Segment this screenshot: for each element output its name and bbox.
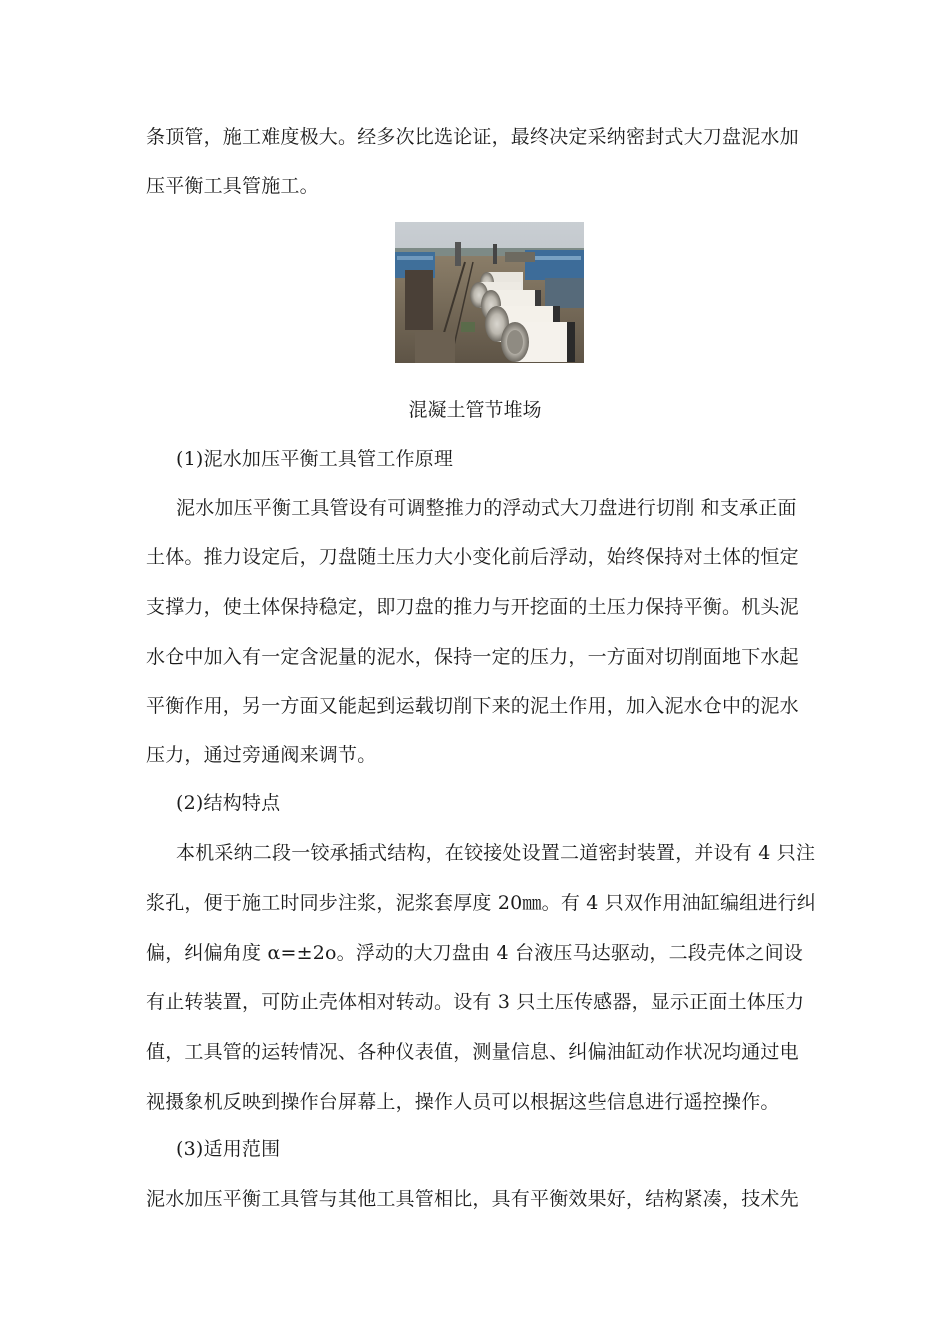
paragraph-line: 泥水加压平衡工具管与其他工具管相比，具有平衡效果好，结构紧凑，技术先 <box>146 1188 799 1210</box>
figure-caption: 混凝土管节堆场 <box>408 399 542 421</box>
paragraph-line: 有止转装置，可防止壳体相对转动。设有 3 只土压传感器，显示正面土体压力 <box>146 991 805 1013</box>
paragraph-line: 条顶管，施工难度极大。经多次比选论证，最终决定采纳密封式大刀盘泥水加 <box>146 126 799 148</box>
section-heading: (2)结构特点 <box>176 792 281 814</box>
paragraph-line: 平衡作用，另一方面又能起到运载切削下来的泥土作用，加入泥水仓中的泥水 <box>146 695 799 717</box>
paragraph-line: 支撑力，使土体保持稳定，即刀盘的推力与开挖面的土压力保持平衡。机头泥 <box>146 596 799 618</box>
paragraph-line: 值，工具管的运转情况、各种仪表值，测量信息、纠偏油缸动作状况均通过电 <box>146 1041 799 1063</box>
paragraph-line: 本机采纳二段一铰承插式结构，在铰接处设置二道密封装置，并设有 4 只注 <box>176 842 816 864</box>
paragraph-line: 土体。推力设定后，刀盘随土压力大小变化前后浮动，始终保持对土体的恒定 <box>146 546 799 568</box>
concrete-pipe-yard-photo <box>395 222 584 363</box>
paragraph-line: 水仓中加入有一定含泥量的泥水，保持一定的压力，一方面对切削面地下水起 <box>146 646 799 668</box>
paragraph-line: 视摄象机反映到操作台屏幕上，操作人员可以根据这些信息进行遥控操作。 <box>146 1091 780 1113</box>
paragraph-line: 浆孔，便于施工时同步注浆，泥浆套厚度 20㎜。有 4 只双作用油缸编组进行纠 <box>146 892 816 914</box>
paragraph-line: 泥水加压平衡工具管设有可调整推力的浮动式大刀盘进行切削 和支承正面 <box>176 497 797 519</box>
paragraph-line: 压力，通过旁通阀来调节。 <box>146 744 377 766</box>
paragraph-line: 偏，纠偏角度 α=±2o。浮动的大刀盘由 4 台液压马达驱动，二段壳体之间设 <box>146 942 804 964</box>
section-heading: (3)适用范围 <box>176 1138 281 1160</box>
section-heading: (1)泥水加压平衡工具管工作原理 <box>176 448 454 470</box>
paragraph-line: 压平衡工具管施工。 <box>146 175 319 197</box>
